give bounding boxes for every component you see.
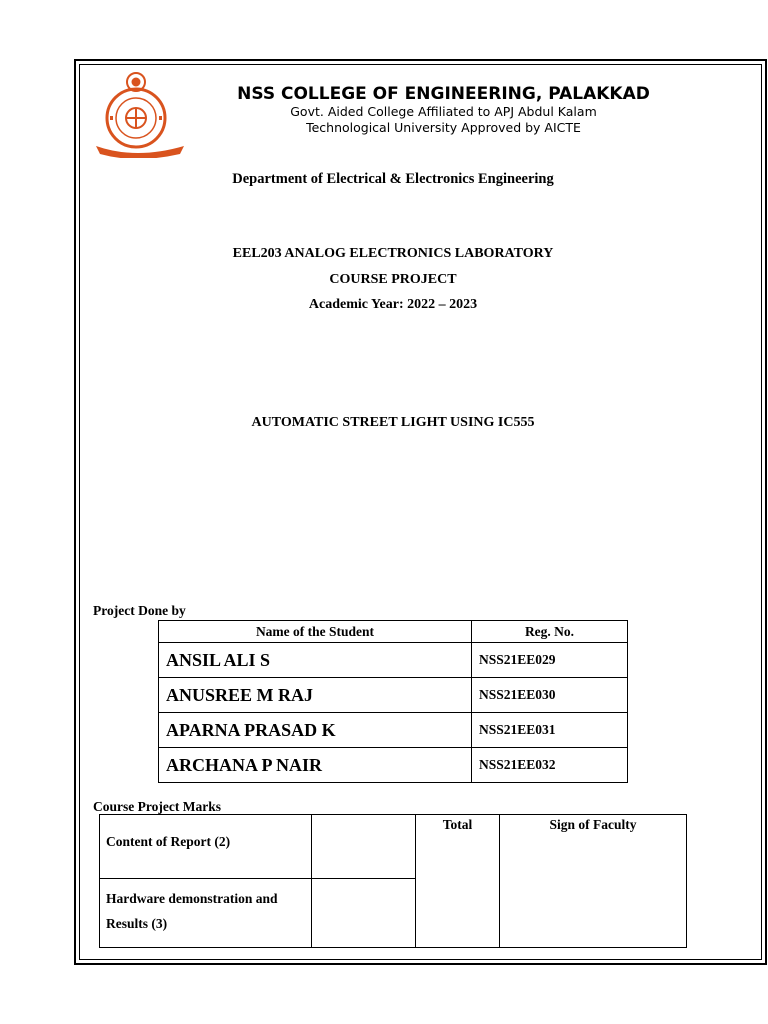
student-name: ANSIL ALI S: [159, 643, 472, 678]
course-project-marks-label: Course Project Marks: [93, 799, 221, 814]
student-reg-no: NSS21EE030: [472, 678, 628, 713]
content-report-label: Content of Report (2): [100, 815, 312, 879]
student-name: ARCHANA P NAIR: [159, 748, 472, 783]
marks-row-content: [100, 815, 687, 879]
sign-of-faculty-header: Sign of Faculty: [500, 815, 687, 948]
marks-table: [99, 814, 687, 948]
student-name: ANUSREE M RAJ: [159, 678, 472, 713]
academic-year: Academic Year: 2022 – 2023: [308, 297, 478, 312]
college-affiliation-line2: Technological University Approved by AICTE: [306, 120, 581, 135]
table-row: [159, 678, 628, 713]
student-reg-no: NSS21EE029: [472, 643, 628, 678]
student-reg-no: NSS21EE032: [472, 748, 628, 783]
course-type: COURSE PROJECT: [329, 272, 457, 287]
project-title: AUTOMATIC STREET LIGHT USING IC555: [251, 415, 535, 430]
college-logo-icon: [94, 68, 186, 158]
table-row: [159, 713, 628, 748]
project-done-by-label: Project Done by: [93, 603, 186, 618]
hardware-mark-cell: [312, 879, 416, 948]
student-name: APARNA PRASAD K: [159, 713, 472, 748]
header-student-name: Name of the Student: [159, 621, 472, 643]
course-code-title: EEL203 ANALOG ELECTRONICS LABORATORY: [232, 246, 554, 261]
college-name: NSS COLLEGE OF ENGINEERING, PALAKKAD: [237, 84, 650, 104]
content-report-mark-cell: [312, 815, 416, 879]
college-affiliation-line1: Govt. Aided College Affiliated to APJ Abdul Kalam: [290, 104, 597, 119]
student-reg-no: NSS21EE031: [472, 713, 628, 748]
table-row: [159, 643, 628, 678]
total-header: Total: [416, 815, 500, 948]
department-name: Department of Electrical & Electronics Engineering: [232, 171, 554, 187]
hardware-demonstration-label: Hardware demonstration and Results (3): [100, 879, 312, 948]
students-table: [158, 620, 628, 783]
table-row: [159, 748, 628, 783]
header-reg-no: Reg. No.: [472, 621, 628, 643]
students-table-header: [159, 621, 628, 643]
